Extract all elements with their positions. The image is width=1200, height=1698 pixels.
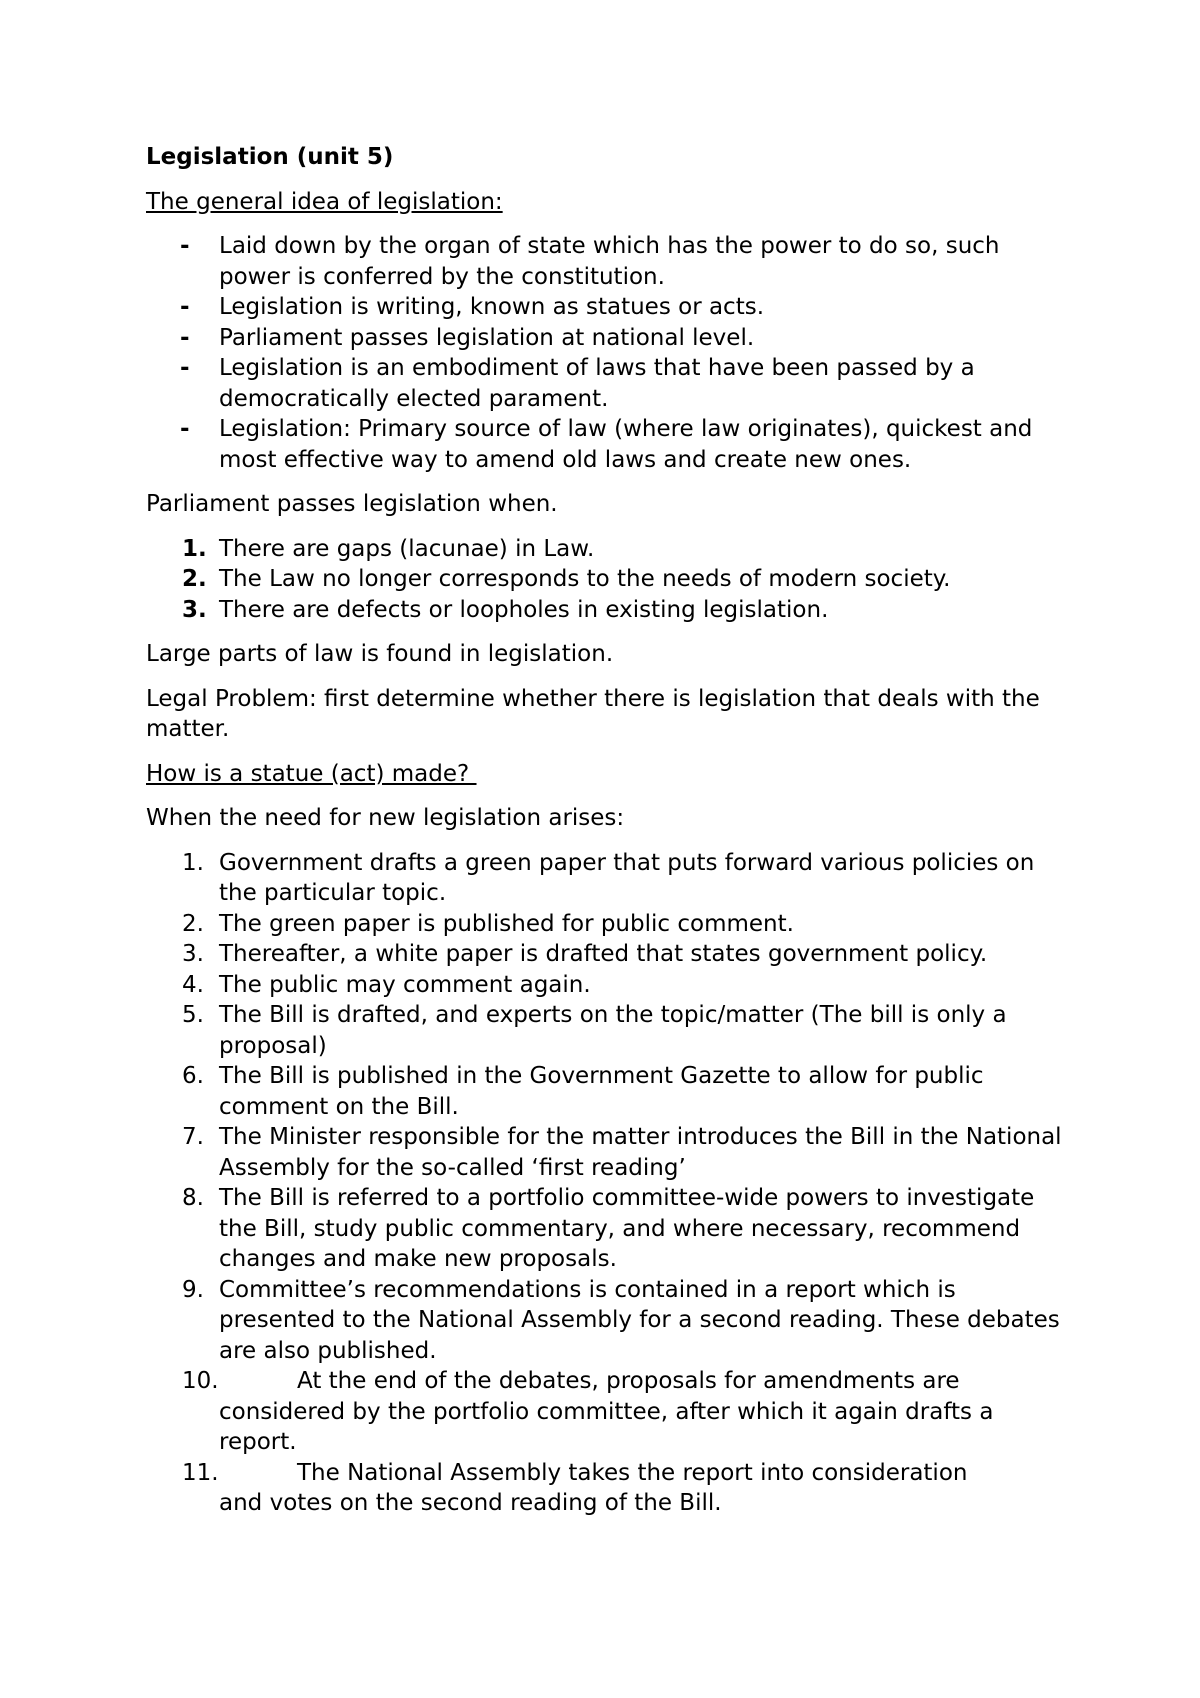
list-item bbox=[146, 939, 1076, 970]
list-number: 2. bbox=[182, 910, 204, 937]
parliament-list bbox=[146, 534, 1076, 626]
list-item bbox=[146, 970, 1076, 1001]
list-item bbox=[146, 1122, 1076, 1183]
list-number: 1. bbox=[182, 535, 207, 562]
list-number: 8. bbox=[182, 1185, 204, 1211]
general-idea-heading: The general idea of legislation: bbox=[146, 188, 503, 215]
list-number: 5. bbox=[182, 1002, 204, 1028]
document-page bbox=[146, 142, 1076, 1533]
bullet-marker: - bbox=[180, 294, 190, 320]
list-item-text: The green paper is published for public comment. bbox=[219, 910, 794, 937]
list-item bbox=[146, 323, 1076, 354]
list-item-text: Legislation is an embodiment of laws that have been passed by a democratically elected parament. bbox=[219, 355, 975, 412]
list-item-text: The Bill is referred to a portfolio committee-wide powers to investigate the Bill, study public commentary, and where necessary, recommend changes and make new proposals. bbox=[219, 1185, 1035, 1272]
list-item-continuation: considered by the portfolio committee, after which it again drafts a report. bbox=[219, 1398, 994, 1455]
steps-list bbox=[146, 848, 1076, 1519]
general-idea-list bbox=[146, 231, 1076, 475]
bullet-marker: - bbox=[180, 324, 190, 351]
list-item bbox=[146, 1458, 1076, 1519]
list-item bbox=[146, 353, 1076, 414]
list-item-text: Thereafter, a white paper is drafted that states government policy. bbox=[219, 941, 988, 967]
list-item bbox=[146, 231, 1076, 292]
bullet-marker: - bbox=[180, 355, 190, 381]
list-item-text: There are defects or loopholes in existing legislation. bbox=[219, 596, 829, 623]
list-item-text: The Bill is published in the Government Gazette to allow for public comment on the Bill. bbox=[219, 1063, 984, 1120]
list-item-text: The Minister responsible for the matter introduces the Bill in the National Assembly for the so-called ‘first reading’ bbox=[219, 1124, 1062, 1181]
list-item-text: The public may comment again. bbox=[219, 971, 591, 998]
large-parts-paragraph: Large parts of law is found in legislation. bbox=[146, 641, 614, 667]
list-item-text: The Bill is drafted, and experts on the topic/matter (The bill is only a proposal) bbox=[219, 1002, 1007, 1059]
list-item bbox=[146, 1183, 1076, 1275]
bullet-marker: - bbox=[180, 233, 190, 259]
list-item bbox=[146, 414, 1076, 475]
list-number: 6. bbox=[182, 1063, 204, 1089]
parliament-intro: Parliament passes legislation when. bbox=[146, 491, 558, 517]
list-item bbox=[146, 909, 1076, 940]
list-item bbox=[146, 564, 1076, 595]
list-item bbox=[146, 1275, 1076, 1367]
list-item-text: Legislation: Primary source of law (where law originates), quickest and most effective way to amend old laws and create new ones. bbox=[219, 416, 1033, 473]
list-item-text: Legislation is writing, known as statues or acts. bbox=[219, 294, 765, 320]
list-item-text bbox=[219, 1458, 1076, 1519]
list-number: 1. bbox=[182, 849, 204, 876]
list-number: 11. bbox=[182, 1459, 219, 1486]
list-number: 7. bbox=[182, 1124, 204, 1150]
list-item-text: Laid down by the organ of state which has the power to do so, such power is conferred by the constitution. bbox=[219, 233, 1000, 290]
list-number: 4. bbox=[182, 971, 204, 998]
list-item-text: Parliament passes legislation at national level. bbox=[219, 324, 755, 351]
list-item bbox=[146, 292, 1076, 323]
list-item-continuation: and votes on the second reading of the Bill. bbox=[219, 1490, 722, 1516]
list-item bbox=[146, 1366, 1076, 1458]
list-item-text: The Law no longer corresponds to the needs of modern society. bbox=[219, 566, 951, 592]
need-intro: When the need for new legislation arises: bbox=[146, 805, 625, 831]
list-number: 9. bbox=[182, 1276, 204, 1303]
list-item-text: Government drafts a green paper that puts forward various policies on the particular topic. bbox=[219, 849, 1035, 906]
list-item-text: There are gaps (lacunae) in Law. bbox=[219, 535, 595, 562]
list-number: 10. bbox=[182, 1368, 219, 1394]
bullet-marker: - bbox=[180, 416, 190, 442]
list-number: 2. bbox=[182, 566, 207, 592]
list-item bbox=[146, 534, 1076, 565]
list-item bbox=[146, 595, 1076, 626]
list-item-first-line: The National Assembly takes the report into consideration bbox=[297, 1459, 968, 1486]
list-number: 3. bbox=[182, 596, 207, 623]
list-item-text bbox=[219, 1366, 1076, 1458]
list-item-first-line: At the end of the debates, proposals for amendments are bbox=[297, 1368, 960, 1394]
legal-problem-paragraph: Legal Problem: first determine whether there is legislation that deals with the matter. bbox=[146, 685, 1040, 742]
statute-heading: How is a statue (act) made? bbox=[146, 760, 477, 787]
document-title: Legislation (unit 5) bbox=[146, 144, 394, 170]
list-item bbox=[146, 1061, 1076, 1122]
list-item bbox=[146, 1000, 1076, 1061]
list-item bbox=[146, 848, 1076, 909]
list-number: 3. bbox=[182, 941, 204, 967]
list-item-text: Committee’s recommendations is contained in a report which is presented to the National Assembly for a second reading. These debates are also published. bbox=[219, 1276, 1060, 1364]
